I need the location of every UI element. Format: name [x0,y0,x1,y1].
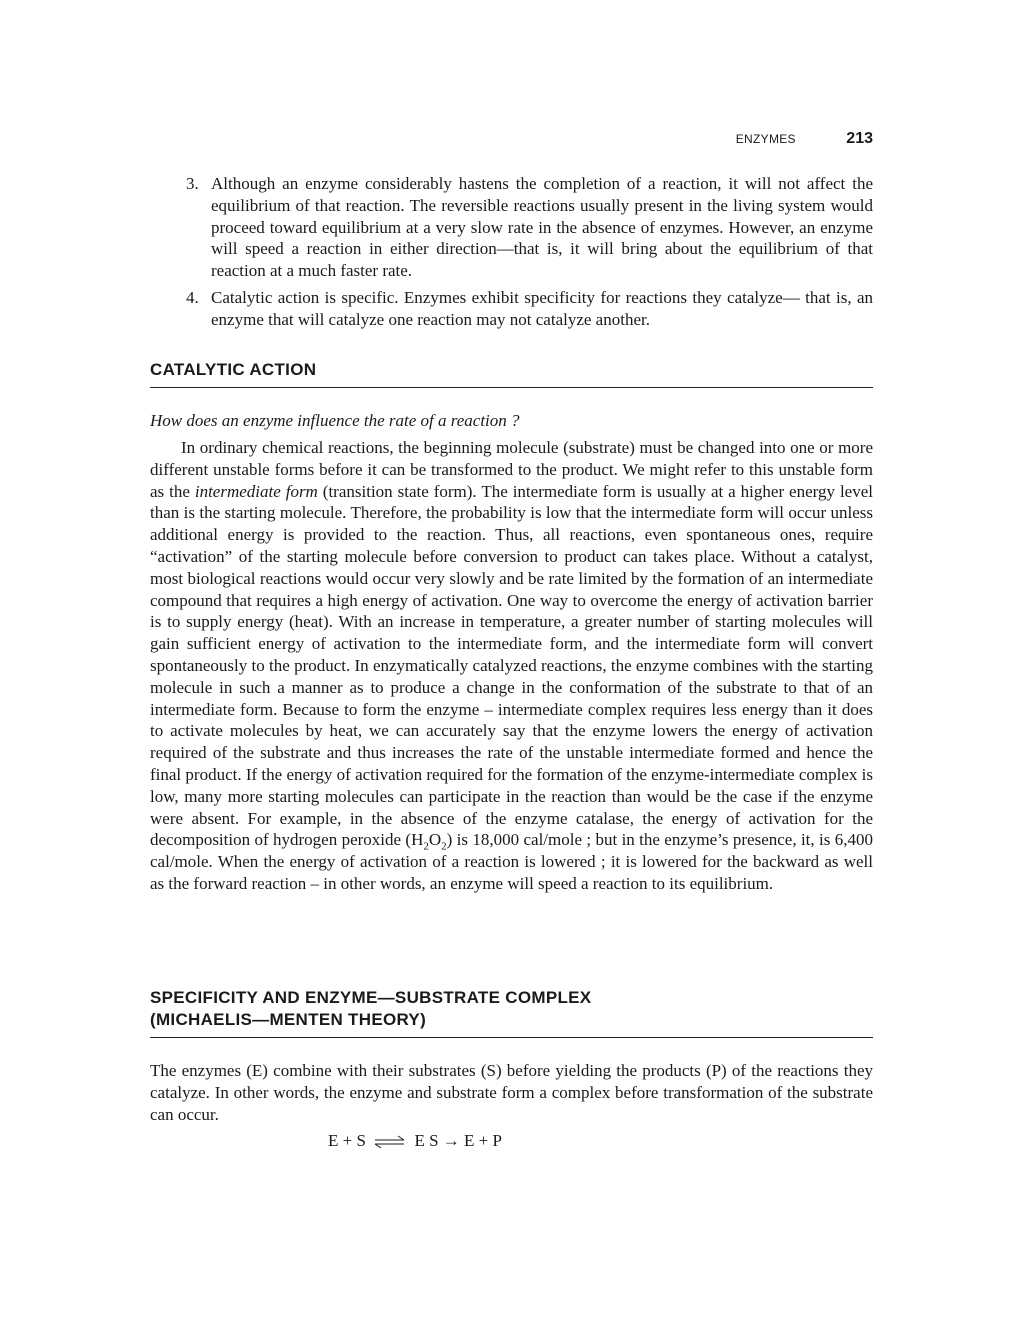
reaction-equation [328,1131,502,1151]
list-item-text: Although an enzyme considerably hastens the completion of a reaction, it will not affect the equilibrium of that reaction. The reversible reactions usually present in the living system would proceed toward equilibrium at a very slow rate in the absence of enzymes. However, an enzyme will speed a reaction in either direction—that is, it will bring about the equilibrium of that reaction at a much faster rate. [211,174,873,281]
subscript: 2 [423,840,429,853]
section-question: How does an enzyme influence the rate of a reaction ? [150,411,520,430]
paragraph-text: ) is 18,000 cal/mole ; but in the enzyme’s presence, it, is 6,400 cal/mole. When the energy of activation of a reaction is lowered ; it is lowered for the backward as well as the forward reaction – in other words, an enzyme will speed a reaction to its equilibrium. [150,830,873,893]
section-heading-specificity [150,987,873,1038]
equation-right: E S → E + P [414,1131,502,1150]
equilibrium-arrow-icon [370,1135,410,1149]
italic-term: intermediate form [194,481,318,501]
list-item-text: Catalytic action is specific. Enzymes exhibit specificity for reactions they catalyze— that is, an enzyme that will catalyze one reaction may not catalyze another. [211,287,873,329]
section-heading-catalytic-action: CATALYTIC ACTION [150,359,873,388]
heading-line: (MICHAELIS—MENTEN THEORY) [150,1010,427,1029]
heading-line: SPECIFICITY AND ENZYME—SUBSTRATE COMPLEX [150,988,592,1007]
equation-left: E + S [328,1131,366,1150]
paragraph-text: (transition state form). The intermediate form is usually at a higher energy level than is the starting molecule. Therefore, the probability is low that the intermediate form will occur unless additional energy is provided to the reaction. Thus, all reactions, even spontaneous ones, require “activation” of the starting molecule before conversion to product can takes place. Without a catalyst, most biological reactions would occur very slowly and be rate limited by the formation of an intermediate compound that requires a high energy of activation. One way to overcome the energy of activation barrier is to supply energy (heat). With an increase in temperature, a greater number of starting molecules will gain sufficient energy of activation to the intermediate form, and the intermediate form will convert spontaneously to the product. In enzymatically catalyzed reactions, the enzyme combines with the starting molecule in such a manner as to produce a change in the conformation of the substrate to that of an intermediate form. Because to form the enzyme – intermediate complex requires less energy than it does to activate molecules by heat, we can accurately say that the enzyme lowers the energy of activation required of the substrate and thus increases the rate of the unstable intermediate formed and hence the final product. If the energy of activation required for the formation of the enzyme-intermediate complex is low, many more starting molecules can participate in the reaction than would be the case if the enzyme were absent. For example, in the absence of the enzyme catalase, the energy of activation for the decomposition of hydrogen peroxide (H [150,481,873,850]
body-paragraph [150,437,873,895]
body-paragraph: The enzymes (E) combine with their substrates (S) before yielding the products (P) of the reactions they catalyze. In other words, the enzyme and substrate form a complex before transformation of the substrate can occur. [150,1061,873,1124]
subscript: 2 [441,840,447,853]
page-number: 213 [846,130,873,147]
paragraph-text: O [428,830,442,850]
list-item-number: 4. [186,287,199,307]
list-item [186,173,873,282]
numbered-list [186,173,873,336]
running-title: ENZYMES [735,132,796,146]
list-item-number: 3. [186,174,199,193]
paragraph-text: In ordinary chemical reactions, the beginning molecule (substrate) must be changed into one or more different unstable forms before it can be transformed to the product. We might refer to this unstable form as the [150,438,873,501]
page-header [150,130,873,154]
list-item [186,287,873,331]
